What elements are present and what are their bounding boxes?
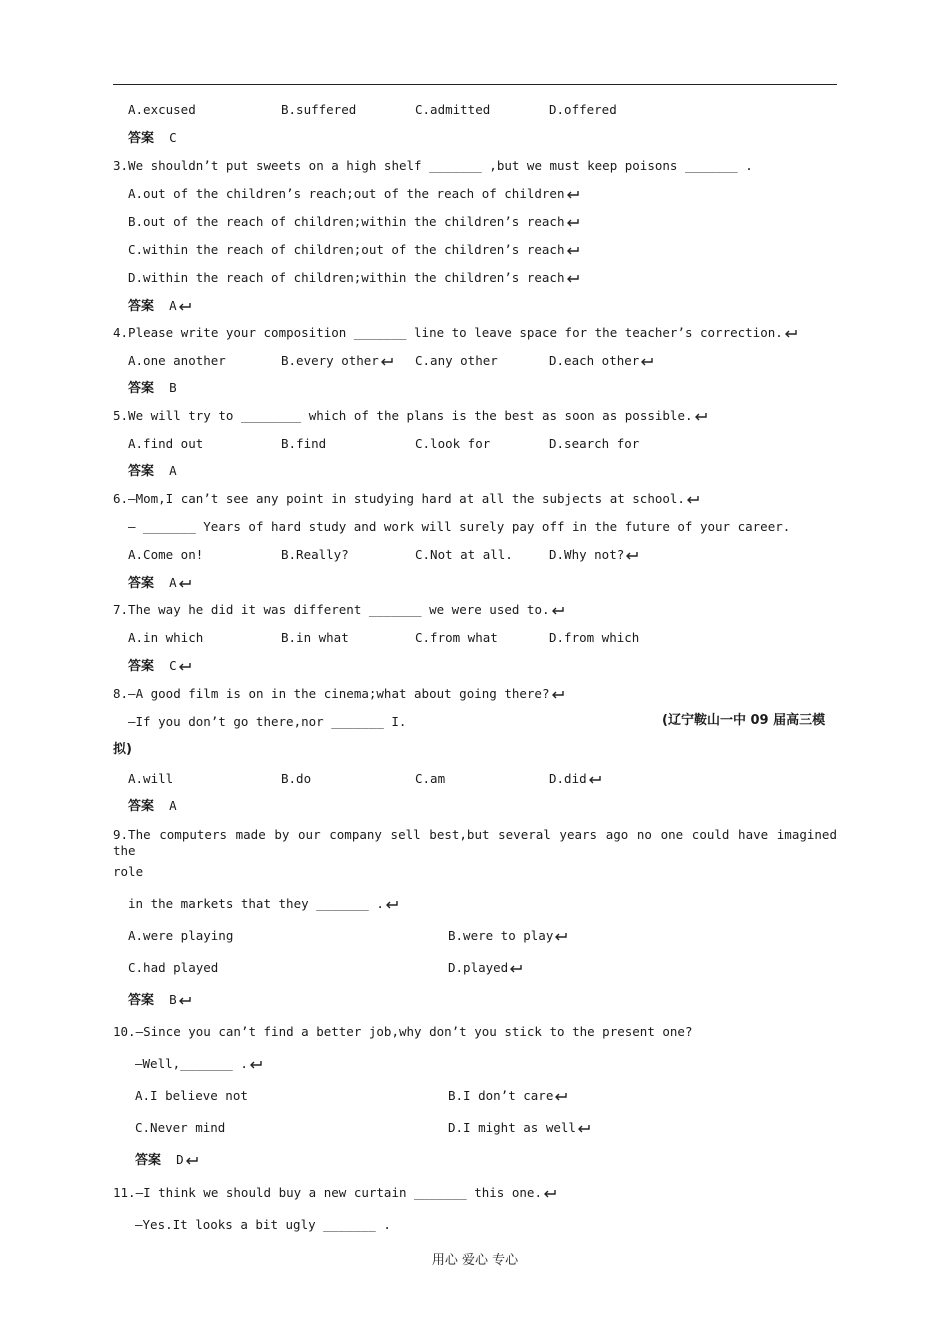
q7-stem: 7.The way he did it was different _______ we were used to. bbox=[113, 602, 565, 618]
q10-line2: —Well,_______ . bbox=[135, 1056, 263, 1072]
stem-text: . bbox=[383, 1217, 391, 1232]
return-arrow-icon bbox=[185, 1155, 199, 1165]
q7-option-c: C.from what bbox=[415, 630, 498, 645]
stem-text: . bbox=[376, 896, 384, 911]
option-text: C.within the reach of children;out of the children’s reach bbox=[128, 242, 565, 257]
stem-text: 7.The way he did it was different bbox=[113, 602, 362, 617]
stem-text: line to leave space for the teacher’s correction. bbox=[414, 325, 783, 340]
stem-text: 4.Please write your composition bbox=[113, 325, 347, 340]
q6-option-b: B.Really? bbox=[281, 547, 349, 562]
return-arrow-icon bbox=[554, 931, 568, 941]
return-arrow-icon bbox=[385, 899, 399, 909]
answer-label: 答案 bbox=[135, 1153, 162, 1168]
q11-line1: 11.—I think we should buy a new curtain _______ this one. bbox=[113, 1185, 557, 1201]
stem-text: 3.We shouldn’t put sweets on a high shelf bbox=[113, 158, 422, 173]
stem-text: in the markets that they bbox=[128, 896, 309, 911]
q10-option-c: C.Never mind bbox=[135, 1120, 226, 1135]
return-arrow-icon bbox=[784, 328, 798, 338]
stem-text: 8.—A good film is on in the cinema;what about going there? bbox=[113, 686, 550, 701]
answer-label: 答案 bbox=[128, 993, 155, 1008]
answer-label: 答案 bbox=[128, 299, 155, 314]
q8-line2: —If you don’t go there,nor _______ I. bbox=[128, 714, 407, 729]
answer-label: 答案 bbox=[128, 131, 155, 146]
q3-option-c bbox=[128, 242, 580, 258]
answer-label: 答案 bbox=[128, 464, 155, 479]
return-arrow-icon bbox=[178, 661, 192, 671]
q9-option-a: A.were playing bbox=[128, 928, 234, 943]
source-note: (辽宁鞍山一中 09 届高三模 bbox=[662, 713, 826, 728]
q5-stem: 5.We will try to ________ which of the plans is the best as soon as possible. bbox=[113, 408, 708, 424]
answer-value: A bbox=[169, 575, 177, 590]
answer-value: B bbox=[169, 992, 177, 1007]
q10-option-a: A.I believe not bbox=[135, 1088, 248, 1103]
q9-answer bbox=[128, 992, 192, 1009]
stem-text: this one. bbox=[474, 1185, 542, 1200]
option-text: D.I might as well bbox=[448, 1120, 576, 1135]
q6-line2: — _______ Years of hard study and work will surely pay off in the future of your career. bbox=[128, 519, 791, 534]
q6-line1 bbox=[113, 491, 700, 507]
q3-stem: 3.We shouldn’t put sweets on a high shelf _______ ,but we must keep poisons _______ . bbox=[113, 158, 753, 173]
q4-stem: 4.Please write your composition _______ line to leave space for the teacher’s correction. bbox=[113, 325, 798, 341]
q9-option-b bbox=[448, 928, 568, 944]
return-arrow-icon bbox=[543, 1188, 557, 1198]
q4-option-b bbox=[281, 353, 394, 369]
q3-option-b bbox=[128, 214, 580, 230]
q9-option-c: C.had played bbox=[128, 960, 219, 975]
return-arrow-icon bbox=[625, 550, 639, 560]
answer-label: 答案 bbox=[128, 659, 155, 674]
q4-option-a: A.one another bbox=[128, 353, 226, 368]
stem-text: we were used to. bbox=[429, 602, 550, 617]
page-footer: 用心 爱心 专心 bbox=[431, 1253, 519, 1268]
return-arrow-icon bbox=[694, 411, 708, 421]
option-text: D.played bbox=[448, 960, 509, 975]
q5-option-a: A.find out bbox=[128, 436, 204, 451]
stem-text: 6.—Mom,I can’t see any point in studying hard at all the subjects at school. bbox=[113, 491, 685, 506]
q7-option-d: D.from which bbox=[549, 630, 640, 645]
q9-option-d bbox=[448, 960, 523, 976]
return-arrow-icon bbox=[566, 245, 580, 255]
return-arrow-icon bbox=[551, 605, 565, 615]
return-arrow-icon bbox=[577, 1123, 591, 1133]
q6-option-c: C.Not at all. bbox=[415, 547, 513, 562]
q10-option-d bbox=[448, 1120, 591, 1136]
q11-line2: —Yes.It looks a bit ugly _______ . bbox=[135, 1217, 391, 1232]
q8-option-c: C.am bbox=[415, 771, 446, 786]
q7-option-a: A.in which bbox=[128, 630, 204, 645]
stem-text: ,but we must keep poisons bbox=[489, 158, 678, 173]
stem-text: I. bbox=[391, 714, 407, 729]
option-text: B.were to play bbox=[448, 928, 554, 943]
q10-option-b bbox=[448, 1088, 568, 1104]
option-text: D.each other bbox=[549, 353, 640, 368]
q4-answer bbox=[128, 380, 177, 397]
return-arrow-icon bbox=[566, 189, 580, 199]
q2-option-d: D.offered bbox=[549, 102, 617, 117]
stem-text: — bbox=[128, 519, 136, 534]
answer-value: D bbox=[176, 1152, 184, 1167]
q5-option-b: B.find bbox=[281, 436, 327, 451]
answer-label: 答案 bbox=[128, 799, 155, 814]
stem-text: which of the plans is the best as soon as possible. bbox=[308, 408, 693, 423]
q8-option-b: B.do bbox=[281, 771, 312, 786]
return-arrow-icon bbox=[178, 995, 192, 1005]
q5-option-c: C.look for bbox=[415, 436, 491, 451]
stem-text: 11.—I think we should buy a new curtain bbox=[113, 1185, 407, 1200]
return-arrow-icon bbox=[380, 356, 394, 366]
return-arrow-icon bbox=[566, 273, 580, 283]
q6-option-d bbox=[549, 547, 639, 563]
q8-option-a: A.will bbox=[128, 771, 174, 786]
q6-option-a: A.Come on! bbox=[128, 547, 204, 562]
option-text: B.out of the reach of children;within the children’s reach bbox=[128, 214, 565, 229]
return-arrow-icon bbox=[551, 689, 565, 699]
return-arrow-icon bbox=[178, 578, 192, 588]
option-text: A.out of the children’s reach;out of the reach of children bbox=[128, 186, 565, 201]
q3-option-a bbox=[128, 186, 580, 202]
q5-option-d: D.search for bbox=[549, 436, 640, 451]
q8-answer bbox=[128, 798, 177, 815]
q8-line1 bbox=[113, 686, 565, 702]
stem-text: —Yes.It looks a bit ugly bbox=[135, 1217, 316, 1232]
stem-text: . bbox=[240, 1056, 248, 1071]
q9-line1: 9.The computers made by our company sell best,but several years ago no one could have imagined the bbox=[113, 827, 837, 858]
stem-text: —If you don’t go there,nor bbox=[128, 714, 324, 729]
q2-answer bbox=[128, 130, 177, 147]
return-arrow-icon bbox=[588, 774, 602, 784]
stem-text: Years of hard study and work will surely pay off in the future of your career. bbox=[203, 519, 791, 534]
q2-option-b: B.suffered bbox=[281, 102, 357, 117]
q4-option-c: C.any other bbox=[415, 353, 498, 368]
q9-line2: role bbox=[113, 864, 144, 879]
return-arrow-icon bbox=[566, 217, 580, 227]
q2-option-c: C.admitted bbox=[415, 102, 491, 117]
q8-option-d bbox=[549, 771, 602, 787]
return-arrow-icon bbox=[178, 301, 192, 311]
answer-label: 答案 bbox=[128, 576, 155, 591]
return-arrow-icon bbox=[509, 963, 523, 973]
stem-text: . bbox=[745, 158, 753, 173]
answer-value: B bbox=[169, 380, 177, 395]
q5-answer bbox=[128, 463, 177, 480]
answer-value: C bbox=[169, 130, 177, 145]
q2-option-a: A.excused bbox=[128, 102, 196, 117]
answer-value: A bbox=[169, 798, 177, 813]
answer-value: A bbox=[169, 298, 177, 313]
option-text: D.did bbox=[549, 771, 587, 786]
answer-label: 答案 bbox=[128, 381, 155, 396]
source-note-cont: 拟) bbox=[113, 742, 132, 757]
header-rule bbox=[113, 84, 837, 85]
option-text: B.I don’t care bbox=[448, 1088, 554, 1103]
answer-value: A bbox=[169, 463, 177, 478]
q10-answer bbox=[135, 1152, 199, 1169]
option-text: D.within the reach of children;within the children’s reach bbox=[128, 270, 565, 285]
q3-option-d bbox=[128, 270, 580, 286]
return-arrow-icon bbox=[249, 1059, 263, 1069]
option-text: B.every other bbox=[281, 353, 379, 368]
answer-value: C bbox=[169, 658, 177, 673]
q3-answer bbox=[128, 298, 192, 315]
q9-line3: in the markets that they _______ . bbox=[128, 896, 399, 912]
return-arrow-icon bbox=[686, 494, 700, 504]
return-arrow-icon bbox=[640, 356, 654, 366]
q7-option-b: B.in what bbox=[281, 630, 349, 645]
q10-line1: 10.—Since you can’t find a better job,why don’t you stick to the present one? bbox=[113, 1024, 693, 1039]
stem-text: —Well, bbox=[135, 1056, 181, 1071]
q6-answer bbox=[128, 575, 192, 592]
q7-answer bbox=[128, 658, 192, 675]
q4-option-d bbox=[549, 353, 654, 369]
stem-text: 5.We will try to bbox=[113, 408, 234, 423]
return-arrow-icon bbox=[554, 1091, 568, 1101]
option-text: D.Why not? bbox=[549, 547, 625, 562]
